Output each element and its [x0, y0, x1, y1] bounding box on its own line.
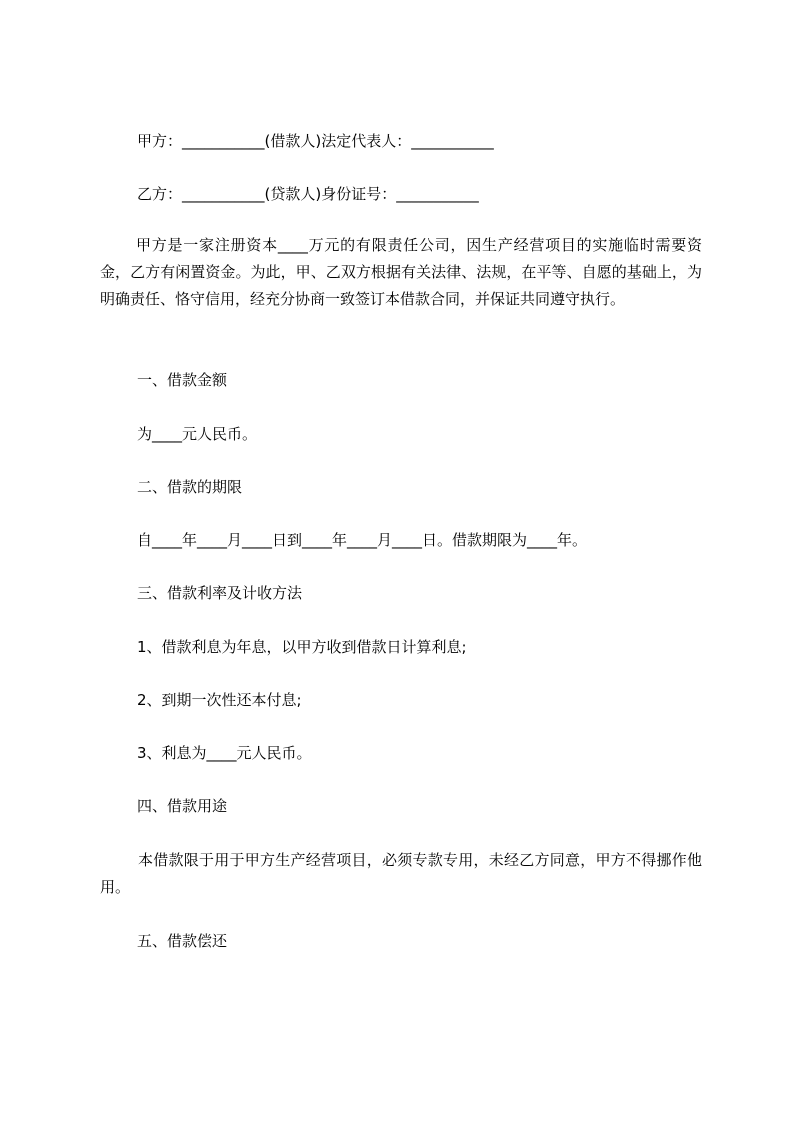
section-heading-purpose: 四、借款用途	[137, 797, 228, 815]
section-heading-term: 二、借款的期限	[137, 478, 243, 496]
loan-amount-line: 为____元人民币。	[137, 425, 258, 443]
interest-item-1: 1、借款利息为年息，以甲方收到借款日计算利息;	[137, 638, 467, 656]
interest-item-3: 3、利息为____元人民币。	[137, 744, 312, 762]
preamble-paragraph: 甲方是一家注册资本____万元的有限责任公司，因生产经营项目的实施临时需要资金，乙方有闲置资金。为此，甲、乙双方根据有关法律、法规，在平等、自愿的基础上，为明确责任、恪守信用，经充分协商一致签订本借款合同，并保证共同遵守执行。	[100, 236, 702, 308]
party-a-line: 甲方：___________(借款人)法定代表人：___________	[137, 132, 494, 150]
interest-item-2: 2、到期一次性还本付息;	[137, 691, 302, 709]
section-heading-repayment: 五、借款偿还	[137, 932, 228, 950]
loan-purpose-paragraph: 本借款限于用于甲方生产经营项目，必须专款专用，未经乙方同意，甲方不得挪作他用。	[100, 851, 702, 896]
section-heading-amount: 一、借款金额	[137, 371, 228, 389]
party-b-line: 乙方：___________(贷款人)身份证号：___________	[137, 185, 479, 203]
loan-term-line: 自____年____月____日到____年____月____日。借款期限为____年。	[137, 531, 588, 549]
section-heading-interest: 三、借款利率及计收方法	[137, 584, 303, 602]
